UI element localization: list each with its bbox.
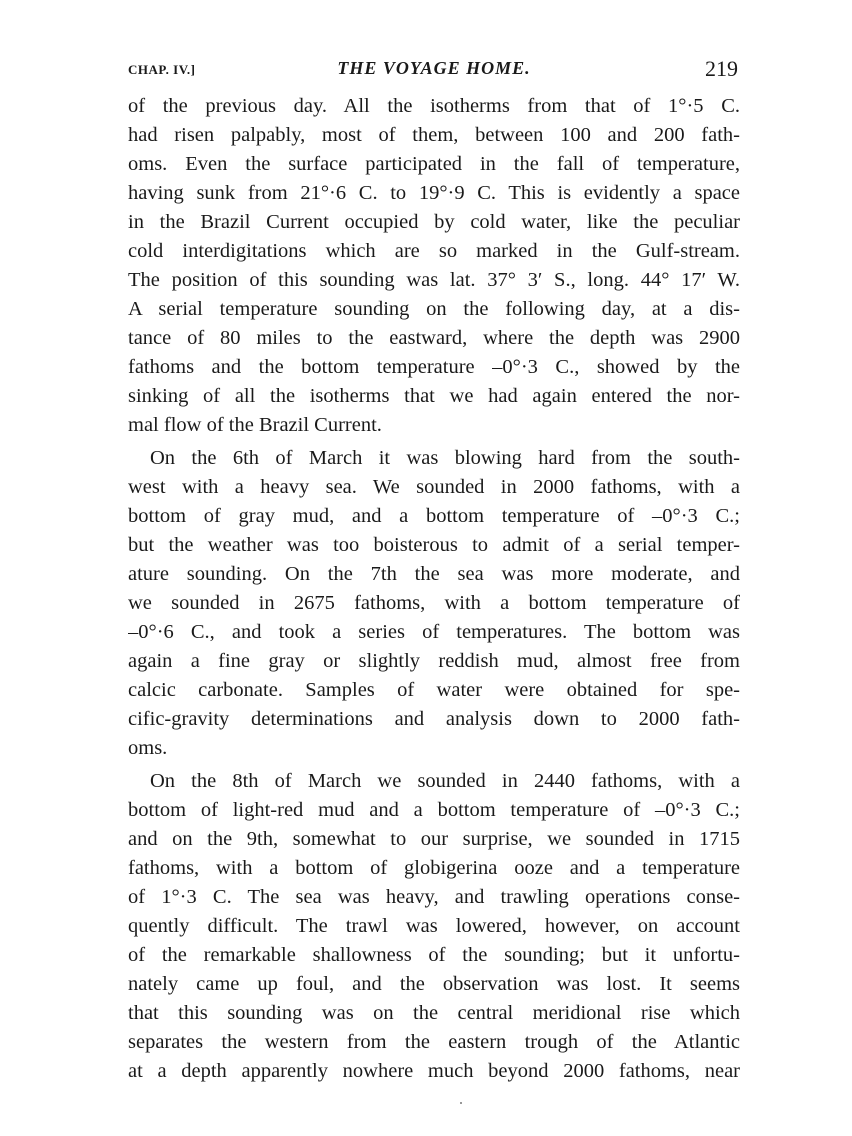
chapter-label: CHAP. IV.]: [128, 62, 196, 77]
text-line: tance of 80 miles to the eastward, where the depth was 2900: [128, 327, 740, 349]
text-line: nately came up foul, and the observation was lost. It seems: [128, 973, 740, 995]
page-number: 219: [705, 56, 738, 81]
text-line: in the Brazil Current occupied by cold water, like the peculiar: [128, 211, 740, 233]
body-text: [128, 92, 740, 1086]
text-line: of the remarkable shallowness of the sounding; but it unfortu-: [128, 944, 740, 966]
text-line: quently difficult. The trawl was lowered, however, on account: [128, 915, 740, 937]
text-line: that this sounding was on the central meridional rise which: [128, 1002, 740, 1024]
text-line: On the 8th of March we sounded in 2440 fathoms, with a: [150, 770, 740, 792]
text-line: of 1°·3 C. The sea was heavy, and trawling operations conse-: [128, 886, 740, 908]
text-line: mal flow of the Brazil Current.: [128, 414, 382, 436]
text-line: calcic carbonate. Samples of water were obtained for spe-: [128, 679, 740, 701]
text-line: The position of this sounding was lat. 37° 3′ S., long. 44° 17′ W.: [128, 269, 740, 291]
text-line: and on the 9th, somewhat to our surprise, we sounded in 1715: [128, 828, 740, 850]
paragraph-march-6-7: [128, 444, 740, 763]
paragraph-march-8-9: [128, 767, 740, 1086]
text-line: separates the western from the eastern trough of the Atlantic: [128, 1031, 740, 1053]
text-line: of the previous day. All the isotherms from that of 1°·5 C.: [128, 95, 740, 117]
text-line: fathoms, with a bottom of globigerina ooze and a temperature: [128, 857, 740, 879]
text-line: ature sounding. On the 7th the sea was more moderate, and: [128, 563, 740, 585]
text-line: A serial temperature sounding on the following day, at a dis-: [128, 298, 740, 320]
text-line: On the 6th of March it was blowing hard from the south-: [150, 447, 740, 469]
running-head: [128, 58, 740, 84]
text-line: cific-gravity determinations and analysis down to 2000 fath-: [128, 708, 740, 730]
text-line: cold interdigitations which are so marked in the Gulf-stream.: [128, 240, 740, 262]
text-line: bottom of light-red mud and a bottom temperature of –0°·3 C.;: [128, 799, 740, 821]
text-line: had risen palpably, most of them, between 100 and 200 fath-: [128, 124, 740, 146]
text-line: oms. Even the surface participated in the fall of temperature,: [128, 153, 740, 175]
text-line: but the weather was too boisterous to admit of a serial temper-: [128, 534, 740, 556]
text-line: at a depth apparently nowhere much beyond 2000 fathoms, near: [128, 1060, 740, 1082]
text-line: sinking of all the isotherms that we had again entered the nor-: [128, 385, 740, 407]
text-line: –0°·6 C., and took a series of temperatures. The bottom was: [128, 621, 740, 643]
running-title: THE VOYAGE HOME.: [337, 58, 531, 78]
paragraph-continued: [128, 92, 740, 440]
text-line: again a fine gray or slightly reddish mud, almost free from: [128, 650, 740, 672]
text-line: fathoms and the bottom temperature –0°·3 C., showed by the: [128, 356, 740, 378]
text-line: having sunk from 21°·6 C. to 19°·9 C. This is evidently a space: [128, 182, 740, 204]
text-line: oms.: [128, 737, 168, 759]
print-speck: [460, 1102, 462, 1104]
text-line: we sounded in 2675 fathoms, with a bottom temperature of: [128, 592, 740, 614]
text-line: west with a heavy sea. We sounded in 2000 fathoms, with a: [128, 476, 740, 498]
text-line: bottom of gray mud, and a bottom temperature of –0°·3 C.;: [128, 505, 740, 527]
